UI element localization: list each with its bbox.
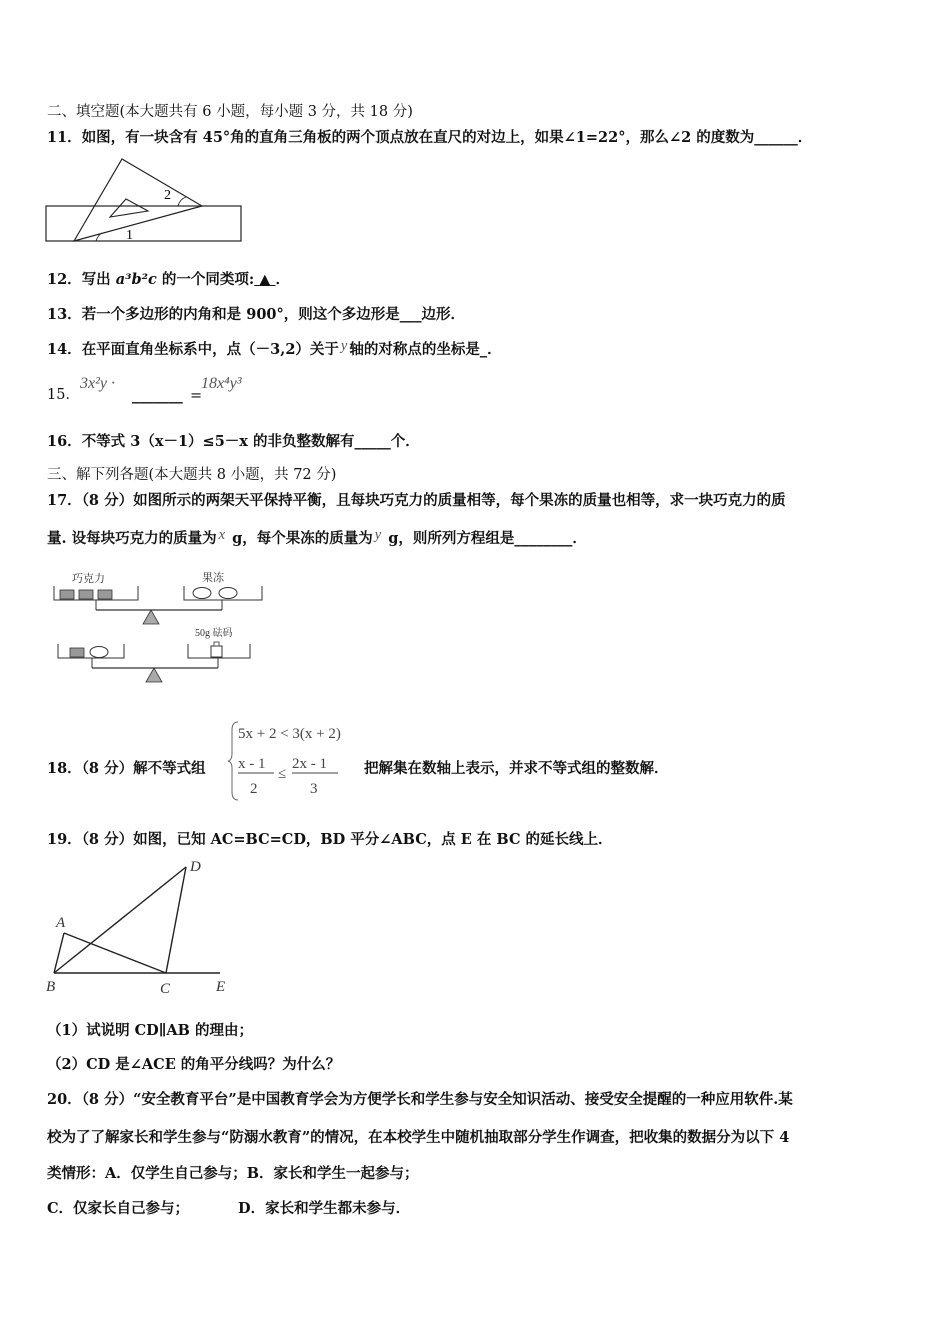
question-20-option-d: D．家长和学生都未参与．	[238, 1200, 411, 1217]
question-number: 16．	[47, 433, 82, 450]
question-number: 17．	[47, 492, 82, 509]
chocolate-block	[79, 590, 93, 599]
question-text: （8 分）“安全教育平台”是中国教育学会为方便学长和学生参与安全知识活动、接受安全提醒的一种应用软件.某	[81, 1091, 793, 1108]
fraction-1-numerator: x - 1	[238, 756, 266, 772]
question-20-line2: 校为了了解家长和学生参与“防溺水教育”的情况，在本校学生中随机抽取部分学生作调查，把收集的数据分为以下 4	[47, 1129, 790, 1146]
point-D-label: D	[190, 859, 201, 875]
segment-BD	[54, 867, 186, 973]
question-text: （8 分）如图所示的两架天平保持平衡，且每块巧克力的质量相等，每个果冻的质量也相等，求一块巧克力的质	[81, 492, 786, 509]
point-C-label: C	[160, 981, 171, 997]
left-pan-bottom	[58, 644, 124, 658]
q15-answer-blank: _______	[132, 387, 183, 404]
leq-sign: ≤	[278, 766, 287, 782]
question-number: 19．	[47, 831, 82, 848]
question-end: ．	[275, 271, 291, 288]
variable-x: x	[218, 527, 226, 543]
answer-placeholder: ▲	[259, 271, 271, 288]
question-16	[47, 432, 420, 452]
question-20-line3: 类情形：A．仅学生自己参与；B．家长和学生一起参与；	[47, 1165, 419, 1182]
question-text: 量. 设每块巧克力的质量为	[47, 530, 217, 547]
question-text: （8 分）解不等式组	[81, 760, 206, 777]
fulcrum-top	[143, 610, 159, 624]
question-text: 在平面直角坐标系中，点（－3,2）关于	[81, 341, 339, 358]
triangle-geometry-figure	[44, 855, 244, 1000]
question-18	[47, 759, 206, 779]
question-20-option-c: C．仅家长自己参与；	[47, 1200, 190, 1217]
fulcrum-bottom	[146, 668, 162, 682]
q15-left-expression: 3x²y ·	[80, 375, 115, 392]
question-number: 15．	[47, 387, 80, 403]
question-number: 14．	[47, 341, 82, 358]
question-17-line2	[47, 529, 587, 549]
question-18-suffix: 把解集在数轴上表示，并求不等式组的整数解．	[364, 760, 669, 777]
section-heading-fill-blank: 二、填空题(本大题共有 6 小题，每小题 3 分，共 18 分)	[47, 104, 413, 120]
point-E-label: E	[216, 979, 226, 995]
ruler-triangle-figure	[44, 155, 244, 245]
jelly	[90, 647, 108, 658]
angle-1-label: 1	[126, 228, 133, 243]
angle-2-label: 2	[164, 188, 171, 203]
section-heading-solve: 三、解下列各题(本大题共 8 小题，共 72 分)	[47, 467, 337, 483]
set-square-outer	[74, 159, 202, 241]
answer-blank: ______．	[754, 129, 813, 146]
question-11	[47, 128, 812, 148]
question-14	[47, 340, 502, 360]
weight-label: 50g 砝码	[195, 628, 233, 639]
question-text: 写出	[81, 271, 116, 288]
inequality-1: 5x + 2 < 3(x + 2)	[238, 726, 341, 742]
question-number: 12．	[47, 271, 82, 288]
inequality-system	[228, 720, 364, 802]
point-B-label: B	[46, 979, 56, 995]
fraction-1-denominator: 2	[250, 781, 258, 797]
angle-2-arc	[178, 197, 186, 206]
segment-CD	[166, 867, 186, 973]
algebraic-term: a³b²c	[115, 271, 157, 288]
weight-handle	[214, 642, 219, 646]
left-brace	[228, 722, 238, 800]
question-15	[47, 385, 80, 405]
question-text: 若一个多边形的内角和是 900°，则这个多边形是___边形．	[81, 306, 466, 323]
question-19-part-2: （2）CD 是∠ACE 的角平分线吗？为什么？	[47, 1056, 341, 1073]
variable-y: y	[374, 527, 382, 543]
question-number: 20．	[47, 1091, 82, 1108]
question-text: 的一个同类项:	[156, 271, 255, 288]
question-number: 13．	[47, 306, 82, 323]
point-A-label: A	[56, 915, 66, 931]
chocolate-block	[70, 648, 84, 657]
question-17-line1	[47, 491, 786, 511]
question-text: 如图，有一块含有 45°角的直角三角板的两个顶点放在直尺的对边上，如果∠1=22°，那么∠2 的度数为	[81, 129, 755, 146]
question-text: 轴的对称点的坐标是_．	[349, 341, 502, 358]
q15-equals: =	[190, 388, 203, 404]
fraction-2-numerator: 2x - 1	[292, 756, 327, 772]
chocolate-block	[60, 590, 74, 599]
question-19-part-1: （1）试说明 CD∥AB 的理由；	[47, 1022, 253, 1039]
question-text: g，每个果冻的质量为	[227, 530, 373, 547]
question-text: （8 分）如图，已知 AC=BC=CD，BD 平分∠ABC，点 E 在 BC 的延长线上．	[81, 831, 613, 848]
chocolate-block	[98, 590, 112, 599]
chocolate-label: 巧克力	[72, 573, 105, 585]
fraction-2-denominator: 3	[310, 781, 318, 797]
jelly	[193, 588, 211, 599]
question-number: 18．	[47, 760, 82, 777]
q15-right-expression: 18x⁴y³	[201, 375, 242, 392]
question-text: 不等式 3（x－1）≤5－x 的非负整数解有_____个．	[81, 433, 420, 450]
question-20-line1	[47, 1090, 793, 1110]
question-number: 11．	[47, 129, 82, 146]
balance-scales-figure	[50, 568, 265, 693]
question-19	[47, 830, 613, 850]
question-text: g，则所列方程组是________．	[383, 530, 587, 547]
jelly-label: 果冻	[202, 572, 224, 584]
weight-50g	[211, 646, 222, 657]
set-square-inner	[110, 199, 148, 217]
jelly	[219, 588, 237, 599]
variable-y: y	[340, 338, 348, 354]
question-12	[47, 270, 290, 290]
question-13	[47, 305, 465, 325]
